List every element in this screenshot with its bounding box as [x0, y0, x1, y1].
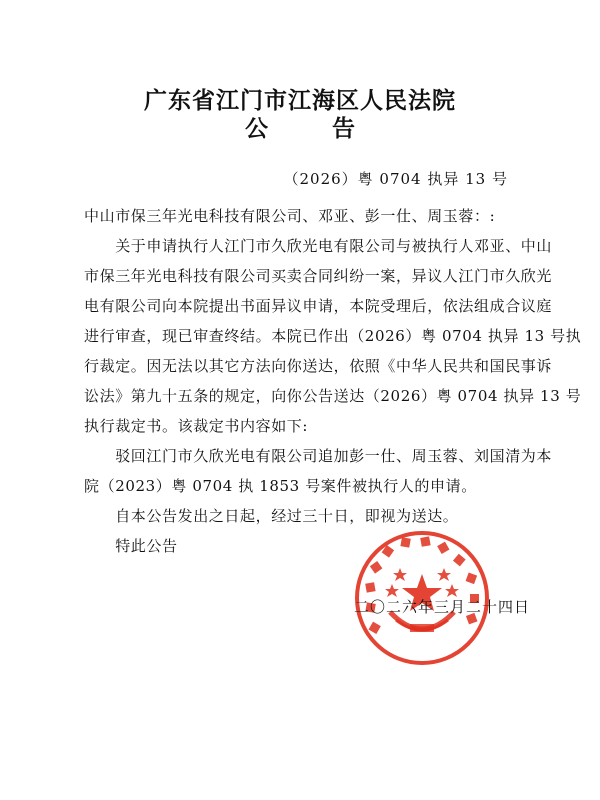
document-type-title: 公 告: [244, 115, 383, 142]
body-line: 关于申请执行人江门市久欣光电有限公司与被执行人邓亚、中山: [84, 237, 553, 255]
body-line: 行裁定。因无法以其它方法向你送达，依照《中华人民共和国民事诉: [84, 357, 553, 375]
announcement-date: 二〇二六年三月二十四日: [354, 598, 531, 616]
body-line: 院（2023）粤 0704 执 1853 号案件被执行人的申请。: [84, 477, 477, 495]
case-number: （2026）粤 0704 执异 13 号: [283, 170, 508, 188]
body-line: 电有限公司向本院提出书面异议申请，本院受理后，依法组成合议庭: [84, 297, 553, 315]
court-name-title: 广东省江门市江海区人民法院: [144, 87, 456, 114]
body-line: 自本公告发出之日起，经过三十日，即视为送达。: [84, 507, 459, 525]
body-line: 进行审查，现已审查终结。本院已作出（2026）粤 0704 执异 13 号执: [84, 327, 582, 345]
body-line: 执行裁定书。该裁定书内容如下:: [84, 417, 309, 435]
body-line: 讼法》第九十五条的规定，向你公告送达（2026）粤 0704 执异 13 号: [84, 387, 582, 405]
body-line: 市保三年光电科技有限公司买卖合同纠纷一案，异议人江门市久欣光: [84, 267, 553, 285]
body-line: 驳回江门市久欣光电有限公司追加彭一仕、周玉蓉、刘国清为本: [84, 447, 553, 465]
addressee-line: 中山市保三年光电科技有限公司、邓亚、彭一仕、周玉蓉：:: [84, 207, 496, 225]
closing-line: 特此公告: [84, 537, 178, 555]
